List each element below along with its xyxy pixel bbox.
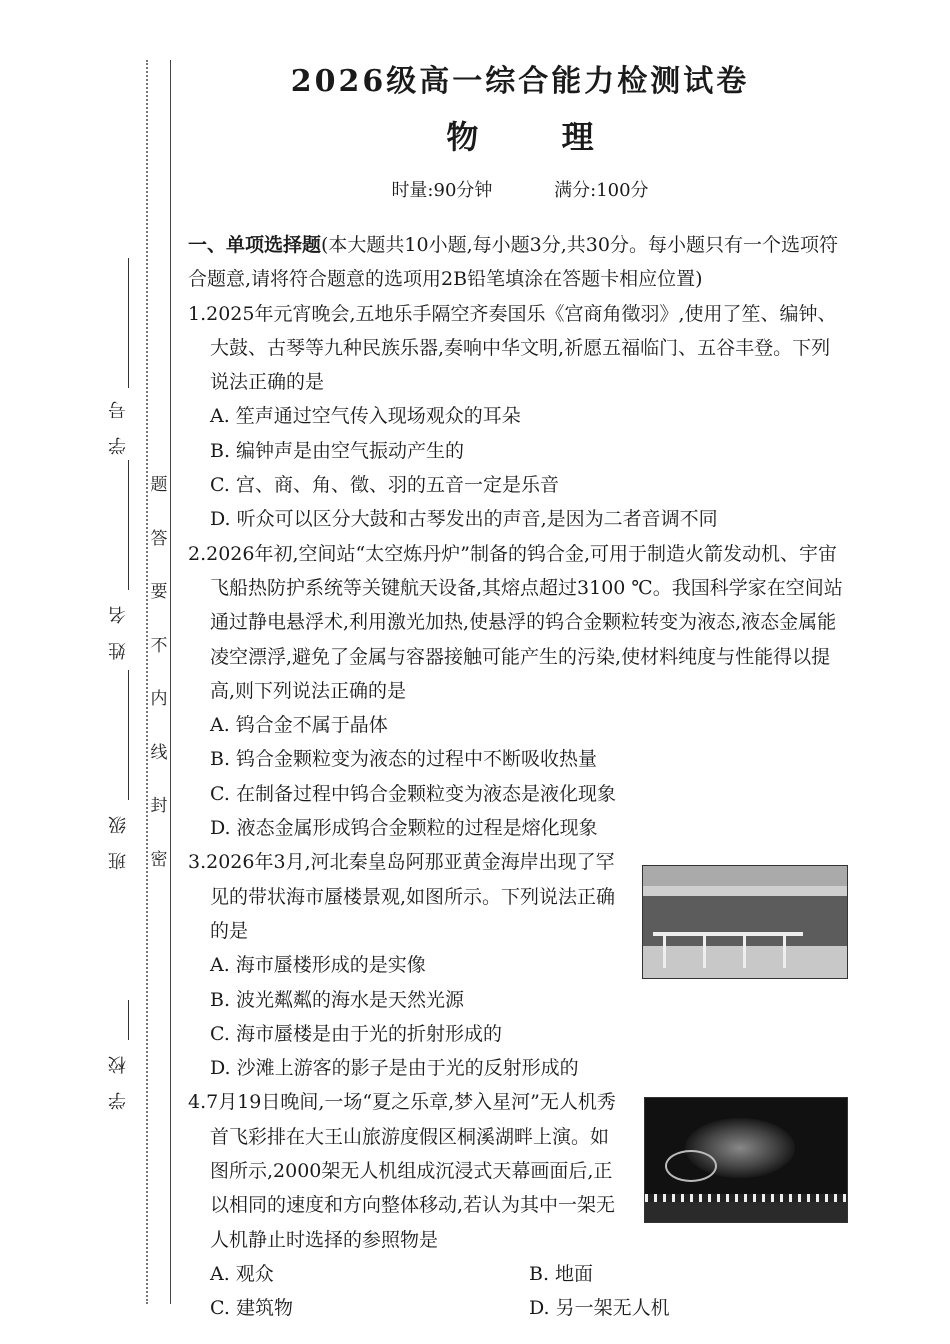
drone-show-photo xyxy=(644,1097,848,1223)
option-a[interactable]: A. 钨合金不属于晶体 xyxy=(210,714,388,737)
option-d[interactable]: D. 另一架无人机 xyxy=(529,1297,670,1320)
school-label: 学 校 xyxy=(108,1050,129,1110)
school-blank[interactable] xyxy=(128,1000,129,1040)
seal-char: 密 xyxy=(150,849,168,870)
seal-char: 要 xyxy=(150,582,168,603)
class-label: 班 级 xyxy=(108,810,129,870)
exam-title: 2026级高一综合能力检测试卷 xyxy=(290,64,750,99)
options-row xyxy=(188,1291,848,1325)
question-stem: 3.2026年3月,河北秦皇岛阿那亚黄金海岸出现了罕见的带状海市蜃楼景观,如图所示。下列说法正确的是 xyxy=(188,851,616,942)
option-c[interactable]: C. 建筑物 xyxy=(210,1297,293,1320)
option-c[interactable]: C. 在制备过程中钨合金颗粒变为液态是液化现象 xyxy=(210,782,616,805)
question-stem: 2.2026年初,空间站“太空炼丹炉”制备的钨合金,可用于制造火箭发动机、宇宙飞船热防护系统等关键航天设备,其熔点超过3100 ℃。我国科学家在空间站通过静电悬浮术,利用激光加热,使悬浮的钨合金颗粒转变为液态,液态金属能凌空漂浮,避免了金属与容器接触可能产生的污染,使材料纯度与性能得以提高,则下列说法正确的是 xyxy=(188,542,843,702)
option-c[interactable]: C. 海市蜃楼是由于光的折射形成的 xyxy=(210,1022,502,1045)
option-d[interactable]: D. 液态金属形成钨合金颗粒的过程是熔化现象 xyxy=(210,817,598,840)
section-instruction: (本大题共10小题,每小题3分,共30分。每小题只有一个选项符合题意,请将符合题意的选项用2B铅笔填涂在答题卡相应位置) xyxy=(188,234,838,291)
option-d[interactable]: D. 沙滩上游客的影子是由于光的反射形成的 xyxy=(210,1057,579,1080)
options-row xyxy=(188,1257,848,1291)
option-d[interactable]: D. 听众可以区分大鼓和古琴发出的声音,是因为二者音调不同 xyxy=(210,508,718,531)
mirage-photo xyxy=(642,865,848,979)
option-b[interactable]: B. 编钟声是由空气振动产生的 xyxy=(210,439,465,462)
seal-warning xyxy=(150,470,168,870)
seal-char: 内 xyxy=(150,689,168,710)
option-b[interactable]: B. 钨合金颗粒变为液态的过程中不断吸收热量 xyxy=(210,748,598,771)
option-a[interactable]: A. 海市蜃楼形成的是实像 xyxy=(210,954,426,977)
section-heading xyxy=(188,228,848,297)
seal-char: 答 xyxy=(150,528,168,549)
name-blank[interactable] xyxy=(128,460,129,590)
student-id-blank[interactable] xyxy=(128,258,129,388)
option-b[interactable]: B. 波光粼粼的海水是天然光源 xyxy=(210,988,465,1011)
exam-content xyxy=(188,228,848,1326)
question-stem: 1.2025年元宵晚会,五地乐手隔空齐奏国乐《宫商角徵羽》,使用了笙、编钟、大鼓、古琴等九种民族乐器,奏响中华文明,祈愿五福临门、五谷丰登。下列说法正确的是 xyxy=(188,302,837,394)
student-id-label: 学 号 xyxy=(108,395,129,455)
seal-char: 封 xyxy=(150,796,168,817)
score-label: 满分:100分 xyxy=(554,180,649,201)
seal-char: 题 xyxy=(150,475,168,495)
time-label: 时量:90分钟 xyxy=(391,180,493,201)
option-c[interactable]: C. 宫、商、角、徵、羽的五音一定是乐音 xyxy=(210,474,559,497)
option-b[interactable]: B. 地面 xyxy=(529,1262,594,1285)
question-2 xyxy=(188,537,848,846)
seal-char: 线 xyxy=(150,742,168,763)
name-label: 姓 名 xyxy=(108,600,129,660)
exam-meta xyxy=(190,176,850,202)
class-blank[interactable] xyxy=(128,670,129,800)
binding-solid-line xyxy=(170,60,171,1304)
question-1 xyxy=(188,297,848,537)
question-3 xyxy=(188,845,848,1085)
binding-dotted-line xyxy=(146,60,148,1304)
option-a[interactable]: A. 观众 xyxy=(210,1262,274,1285)
seal-char: 不 xyxy=(150,635,168,656)
question-4 xyxy=(188,1085,848,1325)
option-a[interactable]: A. 笙声通过空气传入现场观众的耳朵 xyxy=(210,405,521,428)
section-title: 一、单项选择题 xyxy=(188,234,322,256)
question-stem: 4.7月19日晚间,一场“夏之乐章,梦入星河”无人机秀首飞彩排在大王山旅游度假区桐溪湖畔上演。如图所示,2000架无人机组成沉浸式天幕画面后,正以相同的速度和方向整体移动,若认为其中一架无人机静止时选择的参照物是 xyxy=(188,1091,616,1251)
exam-subject: 物 理 xyxy=(446,118,630,156)
